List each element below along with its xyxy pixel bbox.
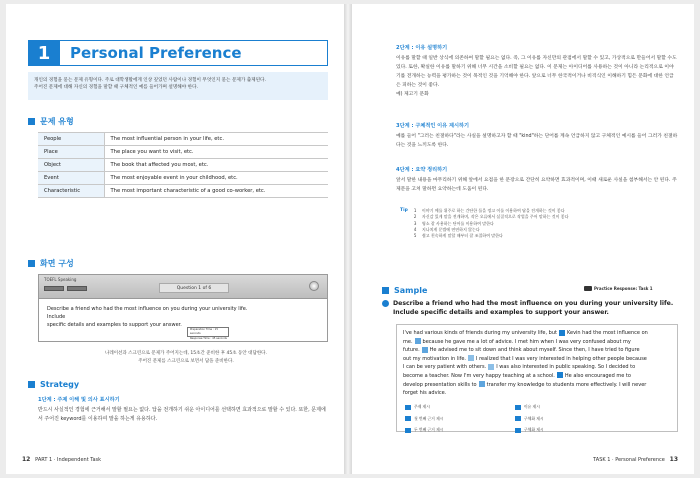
answer-line: develop presentation skills to transfer my knowledge to students more effectively. I will never <box>403 381 647 388</box>
legend-item: 구체화 제시 <box>515 426 625 435</box>
timer-box <box>187 327 229 340</box>
practice-response-label <box>584 286 653 291</box>
legend-item: 첫 번째 근거 제시 <box>405 415 515 424</box>
section-screen-layout <box>28 258 74 269</box>
question-bullet-icon <box>382 300 389 307</box>
list-item: 3 영소 잘 사용하는 단어를 이용하여 말한다 <box>413 220 494 226</box>
screen-toolbar <box>39 275 327 299</box>
sample-answer-box <box>396 324 678 432</box>
screen-prompt <box>47 305 267 329</box>
page-gutter <box>344 4 352 474</box>
marker-icon <box>479 381 485 387</box>
right-footer: TASK 1 · Personal Preference 13 <box>593 456 678 463</box>
answer-line: me. because he gave me a lot of advice. I met him when I was very confused about my <box>403 338 631 345</box>
left-page <box>6 4 344 474</box>
type-value: The most influential person in your life, etc. <box>104 133 328 146</box>
square-bullet-icon <box>28 118 35 125</box>
list-item: 1 이야기 예를 위주로 하는 간단한 틀을 정고 이를 이용하여 답을 전개하는 것이 좋다 <box>413 208 565 213</box>
marker-icon <box>422 347 428 353</box>
step3-body: 예를 들어 "그러는 친절하다"라는 사실을 설명하고자 할 때 "kind"하는 단어를 계속 언급하지 않고 구체적인 예시를 들어 그러가 친절하다는 것을 느끼도록 한다. <box>396 134 678 148</box>
marker-icon <box>559 330 565 336</box>
legend-item: 두 번째 근거 제시 <box>405 426 515 435</box>
square-bullet-icon <box>382 287 389 294</box>
footer-section: Personal Preference <box>615 457 665 463</box>
screen-caption <box>66 350 306 366</box>
type-key: Object <box>38 159 104 172</box>
answer-legend <box>405 403 625 435</box>
prep-time: Preparation Time : 15 seconds <box>190 328 218 336</box>
strategy-step1-title: 1단계 : 주제 이해 및 의사 표시하기 <box>38 397 120 403</box>
answer-line: forget his advice. <box>403 390 447 397</box>
marker-icon <box>557 372 563 378</box>
type-value: The most enjoyable event in your childhood, etc. <box>104 172 328 185</box>
square-bullet-icon <box>28 260 35 267</box>
tip-label: Tip <box>400 208 408 213</box>
answer-line: out my motivation in life. I realized that I was very interested in helping other people because <box>403 355 647 362</box>
footer-part: PART 1 <box>35 457 53 463</box>
question-text: Describe a friend who had the most influence on you during your university life. Include specific details and examples to support your answer. <box>393 300 674 316</box>
practice-label-text: Practice Response: Task 1 <box>594 286 653 291</box>
list-item: 2 자신감 있게 말을 전개하며, 작은 오류에서 실질적으로 작업을 주어 말하는 것이 좋다 <box>413 214 569 220</box>
page-number: 12 <box>22 456 31 463</box>
legend-item: 구체화 제시 <box>515 415 625 424</box>
marker-icon <box>405 428 411 433</box>
type-value: The book that affected you most, etc. <box>104 159 328 172</box>
chapter-intro <box>28 72 328 100</box>
caption-line: 주어진 문제를 스크린으로 보면서 답을 준비한다. <box>138 359 234 364</box>
type-key: Place <box>38 146 104 159</box>
strategy-step1-body: 반드시 사실적인 경험에 근거해서 말할 필요는 없다. 답을 전개하기 쉬운 아이디어를 선택하면 효과적으로 말할 수 있다. 또한, 문제에서 주어진 keyword를 이용하여 말을 하는게 유용하다. <box>38 407 326 422</box>
app-name: TOEFL Speaking <box>44 277 77 282</box>
test-screen-mockup <box>38 274 328 342</box>
left-footer: 12 PART 1 · Independent Task <box>22 456 102 463</box>
type-value: The most important characteristic of a good co-worker, etc. <box>104 185 328 198</box>
footer-task: TASK 1 <box>593 457 611 463</box>
type-key: People <box>38 133 104 146</box>
page-number: 13 <box>669 456 678 463</box>
marker-icon <box>515 428 521 433</box>
answer-line: I can be very patient with others. I was also interested in public speaking. So I decided to <box>403 364 636 371</box>
marker-icon <box>405 416 411 421</box>
step4-title: 4단계 : 요약 정리하기 <box>396 167 448 173</box>
tip-list <box>414 208 569 239</box>
square-bullet-icon <box>28 381 35 388</box>
cd-icon <box>584 286 592 291</box>
step2-title: 2단계 : 이유 설명하기 <box>396 45 448 51</box>
answer-line: I've had various kinds of friends during my university life, but Kevin had the most influence on <box>403 330 648 336</box>
prompt-line: specific details and examples to support your answer. <box>47 322 182 328</box>
section-question-types <box>28 116 74 127</box>
volume-button[interactable] <box>44 286 64 291</box>
chapter-title: Personal Preference <box>60 40 328 66</box>
next-arrow-icon[interactable] <box>309 281 319 291</box>
chapter-number: 1 <box>28 40 60 66</box>
section-sample <box>382 286 427 295</box>
table-row <box>38 133 328 146</box>
caption-line: 나레이션과 스크린으로 문제가 주어지는데, 15초간 준비한 후 45초 동안 대답한다. <box>105 351 267 356</box>
list-item: 5 쉽고 친숙하게 말할 때부터 잘 조절하여 말한다 <box>413 233 503 239</box>
table-row <box>38 172 328 185</box>
section-strategy <box>28 380 79 389</box>
section-title: Strategy <box>40 380 80 389</box>
table-row <box>38 146 328 159</box>
step2-example: 예) 제고기 문화 <box>396 92 429 97</box>
step3-title: 3단계 : 구체적인 이유 제시하기 <box>396 123 470 129</box>
tip-box <box>400 208 678 239</box>
intro-line: 주어진 문제에 대해 자신의 경험을 말할 때 구체적인 예를 들어가며 설명해야 한다. <box>34 85 198 90</box>
marker-icon <box>415 338 421 344</box>
marker-icon <box>515 416 521 421</box>
chapter-header <box>28 40 328 66</box>
section-title: 화면 구성 <box>40 259 74 268</box>
table-row <box>38 185 328 198</box>
footer-section: Independent Task <box>56 457 102 463</box>
right-page <box>352 4 694 474</box>
type-key: Characteristic <box>38 185 104 198</box>
help-button[interactable] <box>67 286 87 291</box>
answer-line: future. He advised me to sit down and think about myself. Since then, I have tried to figure <box>403 347 640 354</box>
table-row <box>38 159 328 172</box>
marker-icon <box>515 405 521 410</box>
question-types-table <box>38 132 328 198</box>
marker-icon <box>488 364 494 370</box>
step2-text: 이유를 말할 때 일반 상식에 의존하여 말할 필요는 없다. 즉, 그 이유를 자신만의 관점에서 말할 수 있고, 가상적으로 만들어서 말할 수도 있다. 또한, 확실한 이유를 말하기 위해 너무 시간을 소비할 필요는 없다. 이 문제는 아이디어를 사용하는 것이 아니라 논리적으로 이야기를 전개하는 능력을 평가하는 것이 목적인 것을 기억해야 한다. 앞으로 너무 한국적이거나 비격식인 이해하기 힘든 문화에 대한 언급은 피하는 것이 좋다. <box>396 56 677 88</box>
legend-item: 주제 제시 <box>405 403 515 412</box>
list-item: 4 지나치게 문법에 연연하지 않는다 <box>413 226 480 232</box>
type-value: The place you want to visit, etc. <box>104 146 328 159</box>
marker-icon <box>468 355 474 361</box>
question-counter: Question 1 of 6 <box>159 283 229 293</box>
sample-question <box>382 299 682 317</box>
section-title: Sample <box>394 286 428 295</box>
intro-line: 개인의 경험을 묻는 문제 유형이다. 주로 대학생활에게 인상 깊었던 사람이나 경험이 무엇인지 묻는 문제가 출제된다. <box>34 78 266 83</box>
prompt-line: Describe a friend who had the most influence on you during your university life. Include <box>47 306 248 320</box>
type-key: Event <box>38 172 104 185</box>
section-title: 문제 유형 <box>40 117 74 126</box>
step2-body <box>396 54 678 99</box>
step4-body: 앞서 말한 내용을 마무리하기 위해 앞에서 요점을 한 문장으로 간단히 요약하면 효과적이며, 이때 새로운 사실을 첨부해서는 안 된다. 주제문을 고쳐 말하면 요약하는데 도움이 된다. <box>396 178 677 192</box>
legend-item: 이유 제시 <box>515 403 625 412</box>
answer-text <box>403 329 671 398</box>
marker-icon <box>405 405 411 410</box>
answer-line: become a teacher. Now I'm very happy teaching at a school. He also encouraged me to <box>403 372 631 379</box>
response-time: Response Time : 45 seconds <box>190 336 227 340</box>
